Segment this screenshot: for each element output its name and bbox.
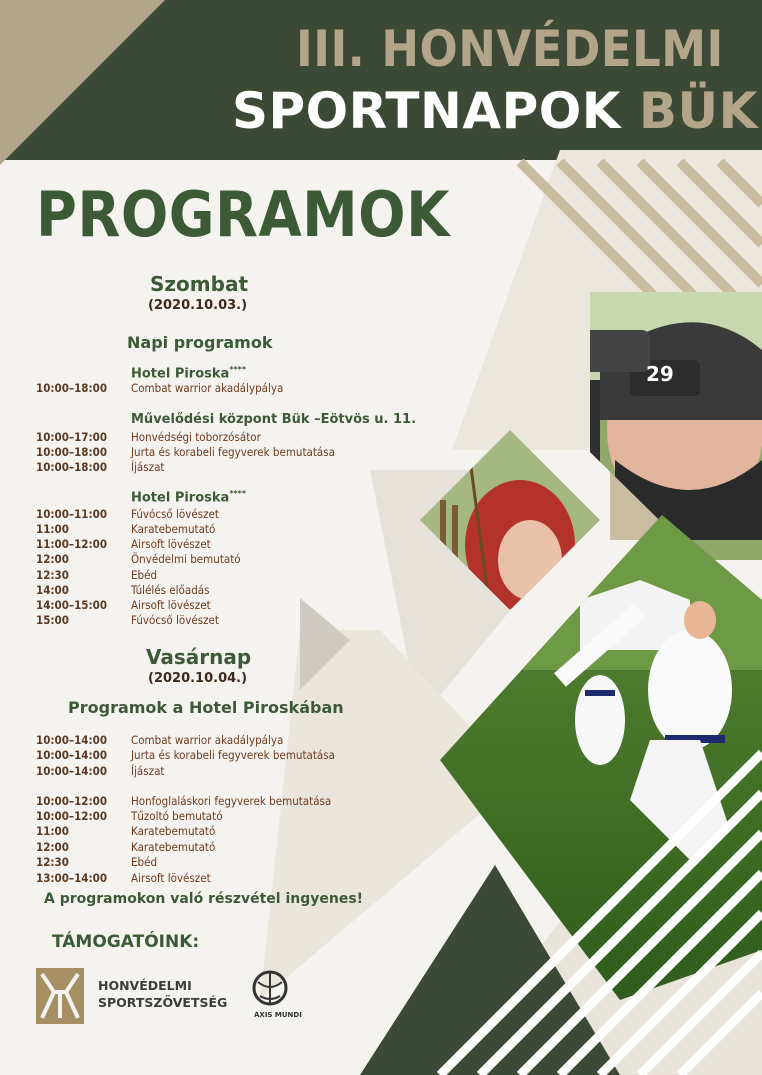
title-buk: BÜK — [638, 82, 758, 140]
event-time: 10:00–14:00 — [36, 748, 108, 762]
venue-hotel-piroska-1 — [131, 365, 246, 381]
saturday-date: (2020.10.03.) — [148, 298, 248, 313]
header-title-line2 — [232, 82, 758, 140]
event-name: Fúvócső lövészet — [131, 507, 219, 521]
sun-b-row-5 — [36, 871, 211, 885]
programs-title: PROGRAMOK — [36, 178, 450, 251]
event-name: Honvédségi toborzósátor — [131, 430, 261, 444]
sat-v3-row-0 — [36, 507, 219, 521]
event-name: Íjászat — [131, 460, 165, 474]
sat-v3-row-5 — [36, 583, 210, 597]
event-name: Jurta és korabeli fegyverek bemutatása — [131, 445, 335, 459]
sat-v3-row-2 — [36, 537, 211, 551]
title-sportnapok: SPORTNAPOK — [232, 82, 621, 140]
event-name: Combat warrior akadálypálya — [131, 381, 284, 395]
sat-v1-row-0 — [36, 381, 283, 395]
event-name: Ebéd — [131, 568, 158, 582]
event-name: Túlélés előadás — [131, 583, 210, 597]
hs-logo-icon — [36, 968, 84, 1024]
helmet-number: 29 — [646, 362, 674, 386]
event-time: 13:00–14:00 — [36, 871, 108, 885]
event-name: Combat warrior akadálypálya — [131, 733, 284, 747]
sun-b-row-2 — [36, 824, 215, 838]
event-time: 10:00–18:00 — [36, 460, 108, 474]
event-name: Karatebemutató — [131, 824, 216, 838]
sun-a-row-2 — [36, 764, 164, 778]
venue-hotel-piroska-2 — [131, 489, 246, 505]
event-time: 11:00 — [36, 522, 69, 536]
venue3-label: Hotel Piroska — [131, 490, 230, 506]
event-time: 12:00 — [36, 552, 69, 566]
axis-mundi-logo-icon — [254, 972, 286, 1004]
venue1-stars: **** — [229, 365, 247, 374]
event-name: Ebéd — [131, 855, 158, 869]
sun-a-row-0 — [36, 733, 283, 747]
sun-b-row-1 — [36, 809, 223, 823]
event-name: Karatebemutató — [131, 522, 216, 536]
axis-mundi-text: AXIS MUNDI — [254, 1011, 302, 1019]
hs-line1: HONVÉDELMI — [98, 978, 192, 993]
event-name: Airsoft lövészet — [131, 537, 211, 551]
sun-b-row-4 — [36, 855, 157, 869]
event-time: 10:00–18:00 — [36, 445, 108, 459]
event-time: 15:00 — [36, 613, 69, 627]
free-participation-note: A programokon való részvétel ingyenes! — [44, 891, 364, 907]
sunday-day: Vasárnap — [146, 645, 252, 669]
event-time: 10:00–12:00 — [36, 794, 108, 808]
sat-v3-row-3 — [36, 552, 241, 566]
event-name: Íjászat — [131, 764, 165, 778]
event-name: Karatebemutató — [131, 840, 216, 854]
event-time: 10:00–14:00 — [36, 764, 108, 778]
sponsors-title: TÁMOGATÓINK: — [52, 932, 200, 952]
event-time: 10:00–12:00 — [36, 809, 108, 823]
sat-v2-row-1 — [36, 445, 335, 459]
sat-v3-row-4 — [36, 568, 157, 582]
sun-b-row-0 — [36, 794, 331, 808]
event-time: 14:00–15:00 — [36, 598, 108, 612]
event-time: 10:00–14:00 — [36, 733, 108, 747]
sat-v2-row-0 — [36, 430, 261, 444]
event-name: Önvédelmi bemutató — [131, 552, 241, 566]
event-name: Jurta és korabeli fegyverek bemutatása — [131, 748, 335, 762]
sunday-subtitle: Programok a Hotel Piroskában — [68, 698, 344, 717]
venue1-label: Hotel Piroska — [131, 366, 230, 382]
sat-v3-row-7 — [36, 613, 219, 627]
event-time: 12:30 — [36, 855, 69, 869]
sat-v3-row-6 — [36, 598, 211, 612]
event-time: 10:00–17:00 — [36, 430, 108, 444]
sun-b-row-3 — [36, 840, 215, 854]
event-time: 10:00–18:00 — [36, 381, 108, 395]
venue-muvelodesi-kozpont: Művelődési központ Bük –Eötvös u. 11. — [131, 412, 417, 427]
sunday-date: (2020.10.04.) — [148, 671, 248, 686]
event-time: 14:00 — [36, 583, 69, 597]
sat-v3-row-1 — [36, 522, 215, 536]
event-name: Honfoglaláskori fegyverek bemutatása — [131, 794, 332, 808]
event-time: 12:30 — [36, 568, 69, 582]
saturday-day: Szombat — [150, 272, 248, 296]
event-name: Fúvócső lövészet — [131, 613, 219, 627]
sat-v2-row-2 — [36, 460, 164, 474]
event-time: 12:00 — [36, 840, 69, 854]
saturday-subtitle: Napi programok — [127, 333, 273, 352]
event-name: Airsoft lövészet — [131, 598, 211, 612]
event-name: Airsoft lövészet — [131, 871, 211, 885]
event-time: 10:00–11:00 — [36, 507, 108, 521]
event-time: 11:00–12:00 — [36, 537, 108, 551]
header-title-line1: III. HONVÉDELMI — [296, 20, 724, 78]
event-name: Tűzoltó bemutató — [131, 809, 223, 823]
hs-logo-text — [98, 977, 227, 1011]
hs-line2: SPORTSZÖVETSÉG — [98, 995, 228, 1010]
event-time: 11:00 — [36, 824, 69, 838]
sun-a-row-1 — [36, 748, 335, 762]
venue3-stars: **** — [229, 489, 247, 498]
